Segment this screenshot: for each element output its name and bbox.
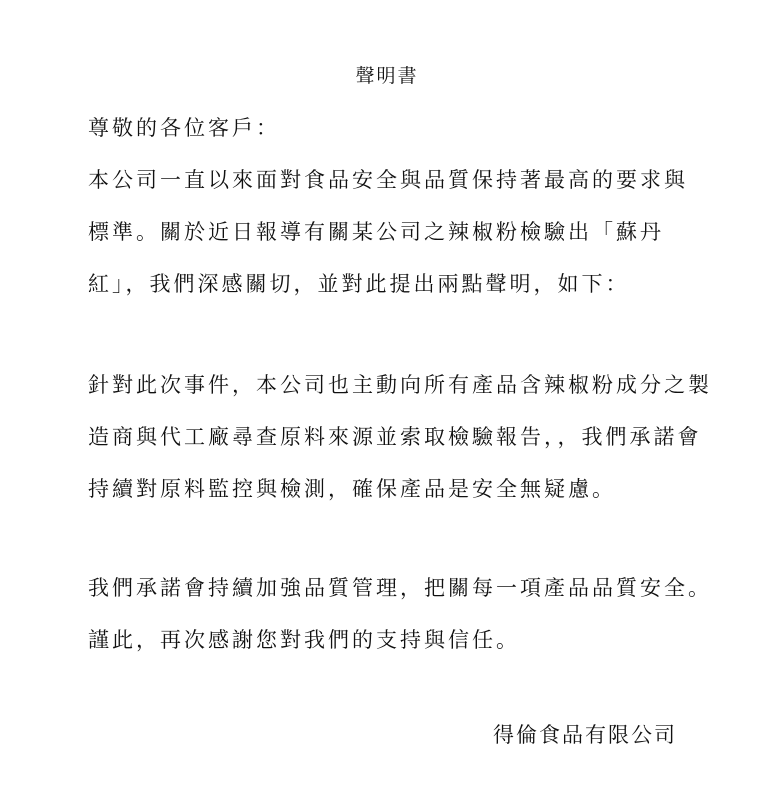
company-signature: 得倫食品有限公司	[493, 723, 677, 747]
paragraph-2-line-1: 針對此次事件，本公司也主動向所有產品含辣椒粉成分之製	[88, 373, 712, 397]
paragraph-1-line-1: 本公司一直以來面對食品安全與品質保持著最高的要求與	[88, 168, 688, 192]
paragraph-3-line-1: 我們承諾會持續加強品質管理，把關每一項產品品質安全。	[88, 576, 712, 600]
paragraph-1-line-3: 紅」，我們深感關切，並對此提出兩點聲明，如下：	[88, 272, 630, 296]
paragraph-2-line-2: 造商與代工廠尋查原料來源並索取檢驗報告，，我們承諾會	[88, 425, 702, 449]
paragraph-1-line-2: 標準。關於近日報導有關某公司之辣椒粉檢驗出「蘇丹	[88, 220, 664, 244]
paragraph-3-line-2: 謹此，再次感謝您對我們的支持與信任。	[88, 628, 520, 652]
paragraph-2-line-3: 持續對原料監控與檢測，確保產品是安全無疑慮。	[88, 477, 616, 501]
salutation: 尊敬的各位客戶：	[88, 116, 280, 140]
document-title: 聲明書	[355, 65, 419, 87]
